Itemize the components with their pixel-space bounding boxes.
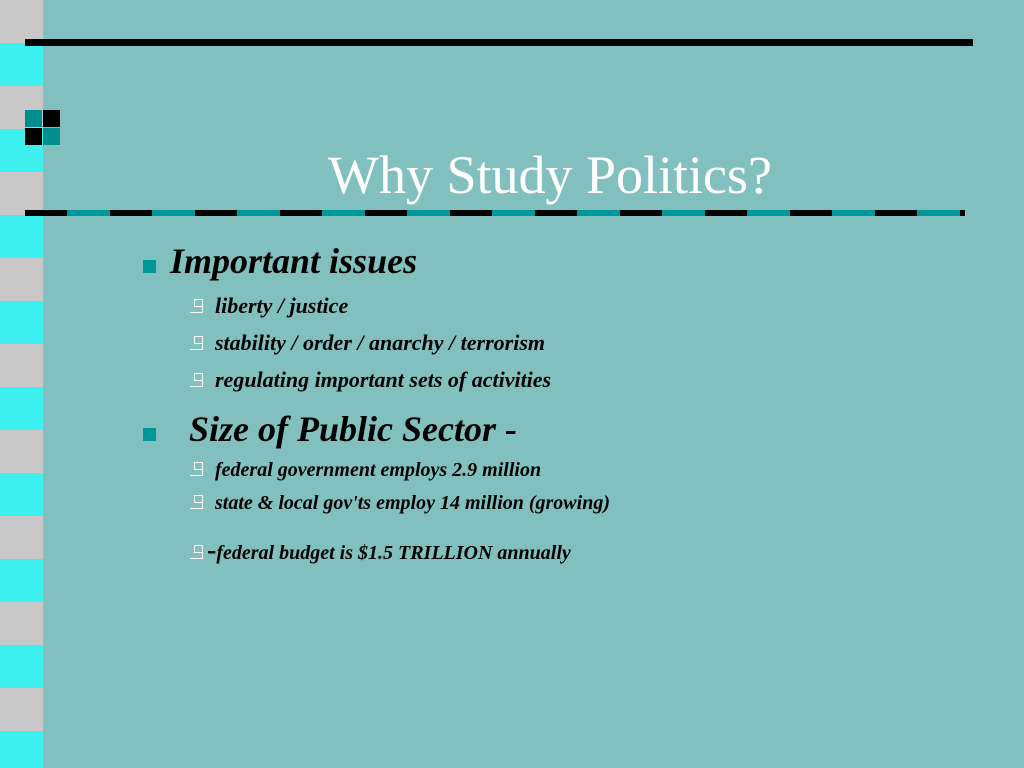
list-item-text: liberty / justice xyxy=(215,293,349,318)
list-item xyxy=(190,293,348,319)
sub-bullet-icon xyxy=(190,303,203,313)
logo-square-tr xyxy=(43,110,60,127)
section-heading-label: Important issues xyxy=(170,241,418,281)
list-item xyxy=(190,330,545,356)
sub-bullet-icon xyxy=(190,377,203,387)
title-dashed-rule xyxy=(25,210,965,216)
square-bullet-icon xyxy=(143,428,156,441)
sub-bullet-icon xyxy=(190,340,203,350)
top-rule xyxy=(25,39,973,46)
list-item-dash: - xyxy=(207,535,217,566)
list-item xyxy=(190,459,541,482)
sub-bullet-icon xyxy=(190,549,203,559)
logo-square-br xyxy=(43,128,60,145)
list-item-text: regulating important sets of activities xyxy=(215,367,552,392)
section-heading-label: Size of Public Sector - xyxy=(189,409,517,449)
sub-bullet-icon xyxy=(190,499,203,509)
list-item-text: federal budget is $1.5 TRILLION annually xyxy=(216,542,571,564)
logo-square-tl xyxy=(25,110,42,127)
square-bullet-icon xyxy=(143,260,156,273)
logo-square-bl xyxy=(25,128,42,145)
list-item xyxy=(190,367,551,393)
list-item xyxy=(190,492,610,515)
sub-bullet-icon xyxy=(190,466,203,476)
logo-squares xyxy=(25,110,60,145)
list-item-text: state & local gov'ts employ 14 million (growing) xyxy=(215,492,610,514)
list-item-text: stability / order / anarchy / terrorism xyxy=(215,330,546,355)
slide-title: Why Study Politics? xyxy=(328,145,772,205)
section-heading-important-issues xyxy=(143,240,417,282)
list-item-text: federal government employs 2.9 million xyxy=(215,459,542,481)
section-heading-public-sector xyxy=(143,408,517,450)
list-item xyxy=(190,535,571,567)
